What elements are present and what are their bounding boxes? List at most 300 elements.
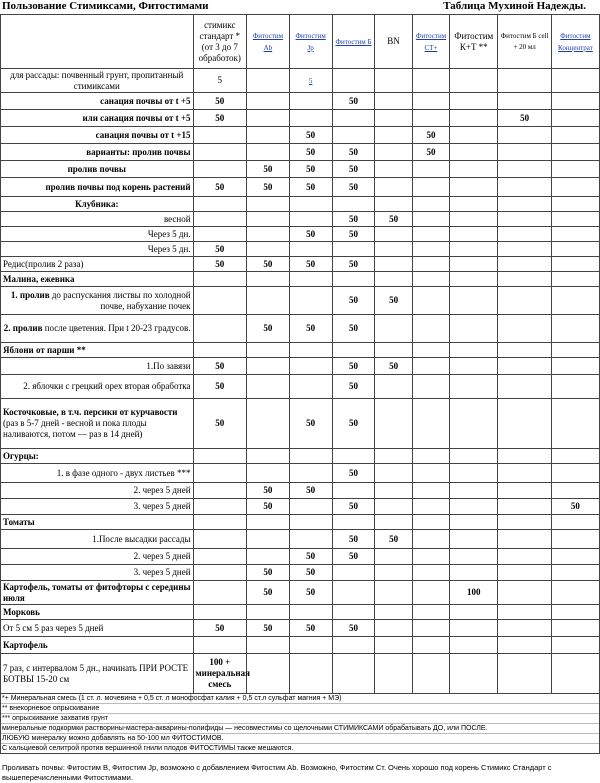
value-cell bbox=[193, 483, 246, 499]
value-cell bbox=[247, 144, 290, 161]
value-cell bbox=[247, 464, 290, 483]
value-cell: 50 bbox=[289, 178, 332, 197]
table-row bbox=[1, 565, 600, 581]
value-cell bbox=[375, 257, 412, 272]
note: ** внекорневое опрыскивание bbox=[1, 704, 599, 714]
row-label: 1.По завязи bbox=[1, 358, 194, 375]
table-row bbox=[1, 549, 600, 565]
value-cell bbox=[551, 178, 599, 197]
row-label: Редис(пролив 2 раза) bbox=[1, 257, 194, 272]
value-cell bbox=[412, 499, 449, 515]
value-cell bbox=[289, 605, 332, 620]
value-cell bbox=[247, 127, 290, 144]
value-cell bbox=[247, 197, 290, 212]
value-link[interactable]: 5 bbox=[308, 76, 313, 85]
row-label: 2. через 5 дней bbox=[1, 483, 194, 499]
value-cell bbox=[498, 375, 551, 399]
value-cell bbox=[412, 212, 449, 227]
value-cell bbox=[193, 272, 246, 287]
col-fitostim-ab-link[interactable]: Фитостим Ab bbox=[252, 31, 284, 52]
row-label: Картофель, томаты от фитофторы с середины июля bbox=[1, 581, 194, 605]
value-cell: 50 bbox=[332, 399, 375, 449]
value-cell: 50 bbox=[247, 257, 290, 272]
row-label bbox=[1, 315, 194, 343]
value-cell bbox=[498, 515, 551, 530]
value-cell: 50 bbox=[332, 287, 375, 315]
table-row bbox=[1, 242, 600, 257]
value-cell bbox=[332, 272, 375, 287]
value-cell bbox=[498, 242, 551, 257]
value-cell bbox=[551, 197, 599, 212]
value-cell bbox=[193, 343, 246, 358]
value-cell bbox=[332, 242, 375, 257]
value-cell bbox=[412, 69, 449, 93]
value-cell bbox=[375, 144, 412, 161]
value-cell: 50 bbox=[332, 620, 375, 637]
value-cell: 50 bbox=[289, 565, 332, 581]
row-label-bold: Косточковые, в т.ч. персики от курчавости bbox=[3, 407, 178, 417]
value-cell bbox=[412, 375, 449, 399]
value-cell bbox=[551, 654, 599, 694]
col-fitostim-b-link[interactable]: Фитостим Б bbox=[335, 37, 372, 46]
value-cell bbox=[498, 343, 551, 358]
value-cell bbox=[247, 449, 290, 464]
value-cell bbox=[375, 69, 412, 93]
value-cell bbox=[450, 499, 498, 515]
value-cell bbox=[332, 581, 375, 605]
row-label: 1.После высадки рассады bbox=[1, 530, 194, 549]
value-cell bbox=[247, 515, 290, 530]
value-cell bbox=[412, 110, 449, 127]
value-cell bbox=[412, 620, 449, 637]
value-cell: 50 bbox=[247, 315, 290, 343]
col-fitostim-b-cell: Фитостим Б cell + 20 мл bbox=[498, 15, 551, 69]
value-cell bbox=[498, 581, 551, 605]
value-cell bbox=[375, 272, 412, 287]
value-cell bbox=[450, 272, 498, 287]
value-cell bbox=[412, 178, 449, 197]
value-cell bbox=[412, 637, 449, 654]
value-cell bbox=[551, 287, 599, 315]
value-cell bbox=[498, 483, 551, 499]
row-label-text: после цветения. При t 20-23 градусов. bbox=[42, 323, 191, 333]
value-cell bbox=[332, 127, 375, 144]
value-cell bbox=[498, 654, 551, 694]
col-fitostim-ct-link[interactable]: Фитостим СТ+ bbox=[415, 31, 447, 52]
value-cell bbox=[375, 343, 412, 358]
value-cell bbox=[375, 449, 412, 464]
value-cell bbox=[551, 637, 599, 654]
value-cell bbox=[450, 375, 498, 399]
value-cell bbox=[551, 358, 599, 375]
value-cell bbox=[332, 605, 375, 620]
value-cell bbox=[332, 565, 375, 581]
value-cell: 50 bbox=[289, 549, 332, 565]
value-cell bbox=[498, 257, 551, 272]
table-row bbox=[1, 449, 600, 464]
value-cell bbox=[450, 287, 498, 315]
value-cell bbox=[193, 515, 246, 530]
table-row bbox=[1, 499, 600, 515]
value-cell bbox=[193, 315, 246, 343]
value-cell bbox=[551, 620, 599, 637]
col-stimix-standard: стимикс стандарт * (от 3 до 7 обработок) bbox=[193, 15, 246, 69]
value-cell: 50 bbox=[289, 399, 332, 449]
value-cell bbox=[193, 161, 246, 178]
value-cell bbox=[498, 605, 551, 620]
value-cell bbox=[193, 530, 246, 549]
value-cell bbox=[551, 110, 599, 127]
value-cell: 50 bbox=[551, 499, 599, 515]
value-cell bbox=[247, 212, 290, 227]
value-cell bbox=[498, 399, 551, 449]
row-label: пролив почвы bbox=[1, 161, 194, 178]
value-cell bbox=[450, 637, 498, 654]
value-cell: 50 bbox=[289, 161, 332, 178]
row-label bbox=[1, 399, 194, 449]
page-author: Таблица Мухиной Надежды. bbox=[443, 0, 586, 12]
value-cell bbox=[289, 449, 332, 464]
value-cell bbox=[332, 483, 375, 499]
page-title: Пользование Стимиксами, Фитостимами bbox=[2, 0, 209, 12]
row-label: От 5 см 5 раз через 5 дней bbox=[1, 620, 194, 637]
value-cell bbox=[450, 620, 498, 637]
value-cell: 50 bbox=[289, 227, 332, 242]
value-cell: 100 bbox=[450, 581, 498, 605]
note: *** опрыскивание захватив грунт bbox=[1, 714, 599, 724]
value-cell bbox=[193, 499, 246, 515]
value-cell bbox=[247, 227, 290, 242]
value-cell bbox=[450, 464, 498, 483]
value-cell bbox=[375, 110, 412, 127]
row-label: Картофель bbox=[1, 637, 194, 654]
value-cell: 50 bbox=[332, 144, 375, 161]
note: ЛЮБУЮ минералку можно добавлять на 50-100 мл ФИТОСТИМОВ. bbox=[1, 734, 599, 744]
header-corner bbox=[1, 15, 194, 69]
value-cell bbox=[412, 315, 449, 343]
value-cell bbox=[450, 161, 498, 178]
value-cell: 50 bbox=[193, 93, 246, 110]
table-row bbox=[1, 144, 600, 161]
value-cell bbox=[332, 110, 375, 127]
table-row bbox=[1, 315, 600, 343]
value-cell bbox=[375, 549, 412, 565]
value-cell: 50 bbox=[289, 483, 332, 499]
value-cell bbox=[412, 227, 449, 242]
table-row bbox=[1, 257, 600, 272]
value-cell bbox=[498, 212, 551, 227]
value-cell: 50 bbox=[332, 549, 375, 565]
table-row bbox=[1, 637, 600, 654]
value-cell bbox=[450, 212, 498, 227]
value-cell: 50 bbox=[193, 375, 246, 399]
value-cell: 50 bbox=[247, 620, 290, 637]
value-cell bbox=[412, 399, 449, 449]
value-cell bbox=[332, 197, 375, 212]
value-cell: 50 bbox=[289, 620, 332, 637]
value-cell bbox=[450, 654, 498, 694]
value-cell bbox=[551, 449, 599, 464]
value-cell: 50 bbox=[289, 315, 332, 343]
row-label: 1. в фазе одного - двух листьев *** bbox=[1, 464, 194, 483]
value-cell: 50 bbox=[332, 315, 375, 343]
value-cell bbox=[498, 449, 551, 464]
table-row bbox=[1, 287, 600, 315]
row-label: Через 5 дн. bbox=[1, 227, 194, 242]
value-cell: 50 bbox=[193, 358, 246, 375]
value-cell bbox=[193, 581, 246, 605]
value-cell: 50 bbox=[193, 257, 246, 272]
table-row bbox=[1, 161, 600, 178]
value-cell bbox=[412, 272, 449, 287]
value-cell bbox=[247, 242, 290, 257]
table-row bbox=[1, 464, 600, 483]
value-cell bbox=[450, 565, 498, 581]
value-cell bbox=[247, 287, 290, 315]
table-row bbox=[1, 127, 600, 144]
value-cell bbox=[412, 654, 449, 694]
value-cell bbox=[450, 227, 498, 242]
row-label: 3. через 5 дней bbox=[1, 565, 194, 581]
value-cell: 50 bbox=[332, 464, 375, 483]
row-label: Яблони от парши ** bbox=[1, 343, 194, 358]
value-cell bbox=[332, 449, 375, 464]
table-row bbox=[1, 358, 600, 375]
value-cell bbox=[289, 242, 332, 257]
value-cell bbox=[412, 93, 449, 110]
value-cell bbox=[498, 178, 551, 197]
value-cell bbox=[289, 654, 332, 694]
value-cell bbox=[498, 69, 551, 93]
col-fitostim-concentrate-link[interactable]: Фитостим Концентрат bbox=[558, 31, 593, 52]
value-cell bbox=[450, 343, 498, 358]
value-cell: 50 bbox=[412, 144, 449, 161]
value-cell bbox=[498, 197, 551, 212]
value-cell: 50 bbox=[375, 287, 412, 315]
value-cell bbox=[551, 144, 599, 161]
row-label: санация почвы от t +15 bbox=[1, 127, 194, 144]
row-label: Огурцы: bbox=[1, 449, 194, 464]
value-cell: 50 bbox=[247, 178, 290, 197]
value-cell bbox=[450, 197, 498, 212]
note: минеральные подкормки растворины-мастера-акварины-полифиды — несовместимы со щелочными СТИМИКСАМИ обрабатывать ДО, или ПОСЛЕ. bbox=[1, 724, 599, 734]
value-cell bbox=[375, 483, 412, 499]
row-label: 2. яблочки с грецкий орех вторая обработка bbox=[1, 375, 194, 399]
value-cell bbox=[551, 549, 599, 565]
value-cell bbox=[289, 515, 332, 530]
value-cell bbox=[450, 449, 498, 464]
value-cell bbox=[498, 315, 551, 343]
value-cell bbox=[551, 483, 599, 499]
value-cell bbox=[551, 242, 599, 257]
value-cell bbox=[551, 565, 599, 581]
value-cell bbox=[289, 375, 332, 399]
value-cell bbox=[498, 127, 551, 144]
table-row bbox=[1, 483, 600, 499]
value-cell bbox=[498, 161, 551, 178]
value-cell bbox=[551, 161, 599, 178]
col-bn: BN bbox=[375, 15, 412, 69]
table-row bbox=[1, 227, 600, 242]
value-cell: 50 bbox=[289, 127, 332, 144]
value-cell bbox=[247, 530, 290, 549]
value-cell bbox=[332, 637, 375, 654]
value-cell bbox=[498, 272, 551, 287]
value-cell bbox=[289, 358, 332, 375]
value-cell bbox=[551, 375, 599, 399]
value-cell bbox=[289, 530, 332, 549]
row-label: весной bbox=[1, 212, 194, 227]
value-cell bbox=[551, 227, 599, 242]
value-cell bbox=[289, 499, 332, 515]
value-cell bbox=[247, 375, 290, 399]
row-label: Клубника: bbox=[1, 197, 194, 212]
value-cell bbox=[193, 605, 246, 620]
note: С кальциевой селитрой против вершинной гнили плодов ФИТОСТИМЫ также мешаются. bbox=[2, 745, 294, 752]
table-row bbox=[1, 620, 600, 637]
value-cell bbox=[332, 69, 375, 93]
value-cell: 50 bbox=[375, 530, 412, 549]
table-row bbox=[1, 654, 600, 694]
table-row bbox=[1, 581, 600, 605]
value-cell bbox=[289, 464, 332, 483]
row-label: варианты: пролив почвы bbox=[1, 144, 194, 161]
value-cell bbox=[450, 127, 498, 144]
value-cell bbox=[551, 399, 599, 449]
value-cell: 50 bbox=[375, 358, 412, 375]
row-label: пролив почвы под корень растений bbox=[1, 178, 194, 197]
value-cell bbox=[450, 399, 498, 449]
value-cell bbox=[412, 605, 449, 620]
value-cell: 50 bbox=[289, 581, 332, 605]
value-cell bbox=[498, 530, 551, 549]
value-cell bbox=[450, 483, 498, 499]
value-cell bbox=[375, 605, 412, 620]
value-cell: 50 bbox=[412, 127, 449, 144]
note: *+ Минеральная смесь (1 ст. л. мочевина + 0,5 ст. л монофосфат калия + 0,5 ст.л сульфат магния + МЭ) bbox=[1, 694, 599, 704]
row-label: 3. через 5 дней bbox=[1, 499, 194, 515]
value-cell bbox=[375, 637, 412, 654]
value-cell bbox=[247, 654, 290, 694]
value-cell bbox=[375, 242, 412, 257]
value-cell: 50 bbox=[332, 530, 375, 549]
value-cell bbox=[289, 272, 332, 287]
value-cell bbox=[289, 343, 332, 358]
value-cell bbox=[193, 287, 246, 315]
value-cell bbox=[498, 464, 551, 483]
value-cell: 50 bbox=[193, 399, 246, 449]
value-cell bbox=[412, 358, 449, 375]
notes-box bbox=[0, 694, 600, 754]
value-cell bbox=[193, 212, 246, 227]
value-cell bbox=[193, 637, 246, 654]
table-row bbox=[1, 605, 600, 620]
value-cell: 50 bbox=[332, 178, 375, 197]
table-row bbox=[1, 178, 600, 197]
row-label-text: (раз в 5-7 дней - весной и пока плоды наливаются, потом — раз в 14 дней) bbox=[3, 418, 147, 439]
value-cell bbox=[193, 197, 246, 212]
value-cell bbox=[498, 637, 551, 654]
value-cell bbox=[498, 620, 551, 637]
row-label: Через 5 дн. bbox=[1, 242, 194, 257]
row-label-bold: 1. пролив bbox=[10, 289, 50, 300]
value-cell bbox=[498, 358, 551, 375]
value-cell: 5 bbox=[193, 69, 246, 93]
value-cell bbox=[247, 343, 290, 358]
value-cell bbox=[412, 161, 449, 178]
page-header bbox=[0, 0, 600, 14]
table-row bbox=[1, 212, 600, 227]
row-label-text: до распускания листвы по холодной почве, набухание почек bbox=[49, 289, 191, 311]
table-row bbox=[1, 272, 600, 287]
value-cell bbox=[193, 464, 246, 483]
value-cell: 50 bbox=[498, 110, 551, 127]
value-cell bbox=[450, 242, 498, 257]
value-cell bbox=[247, 399, 290, 449]
value-cell bbox=[332, 343, 375, 358]
value-cell: 50 bbox=[247, 581, 290, 605]
value-cell: 50 bbox=[193, 242, 246, 257]
table-header-row bbox=[1, 15, 600, 69]
value-cell bbox=[412, 287, 449, 315]
value-cell: 50 bbox=[332, 358, 375, 375]
value-cell bbox=[551, 272, 599, 287]
value-cell bbox=[247, 637, 290, 654]
value-cell bbox=[247, 93, 290, 110]
value-cell: 50 bbox=[247, 499, 290, 515]
value-cell bbox=[412, 515, 449, 530]
value-cell bbox=[551, 515, 599, 530]
value-cell bbox=[412, 257, 449, 272]
value-cell bbox=[247, 605, 290, 620]
value-cell: 50 bbox=[193, 110, 246, 127]
value-cell bbox=[498, 549, 551, 565]
value-cell bbox=[375, 375, 412, 399]
value-cell bbox=[450, 110, 498, 127]
value-cell bbox=[498, 144, 551, 161]
value-cell bbox=[412, 565, 449, 581]
value-cell bbox=[375, 399, 412, 449]
value-cell: 50 bbox=[193, 620, 246, 637]
row-label: санация почвы от t +5 bbox=[1, 93, 194, 110]
value-cell bbox=[450, 69, 498, 93]
value-cell bbox=[450, 530, 498, 549]
value-cell bbox=[247, 272, 290, 287]
value-cell bbox=[450, 549, 498, 565]
table-row bbox=[1, 375, 600, 399]
col-fitostim-jp-link[interactable]: Фитостим Jp bbox=[295, 31, 326, 52]
value-cell bbox=[375, 515, 412, 530]
value-cell bbox=[289, 197, 332, 212]
value-cell bbox=[375, 93, 412, 110]
value-cell bbox=[551, 464, 599, 483]
table-row bbox=[1, 110, 600, 127]
row-label: Томаты bbox=[1, 515, 194, 530]
value-cell bbox=[551, 315, 599, 343]
value-cell bbox=[551, 212, 599, 227]
value-cell: 50 bbox=[332, 93, 375, 110]
value-cell: 50 bbox=[332, 212, 375, 227]
value-cell bbox=[412, 197, 449, 212]
value-cell bbox=[412, 483, 449, 499]
row-label: Морковь bbox=[1, 605, 194, 620]
value-cell bbox=[498, 499, 551, 515]
value-cell bbox=[375, 227, 412, 242]
value-cell bbox=[412, 343, 449, 358]
value-cell bbox=[289, 69, 332, 93]
value-cell bbox=[375, 161, 412, 178]
value-cell bbox=[332, 654, 375, 694]
